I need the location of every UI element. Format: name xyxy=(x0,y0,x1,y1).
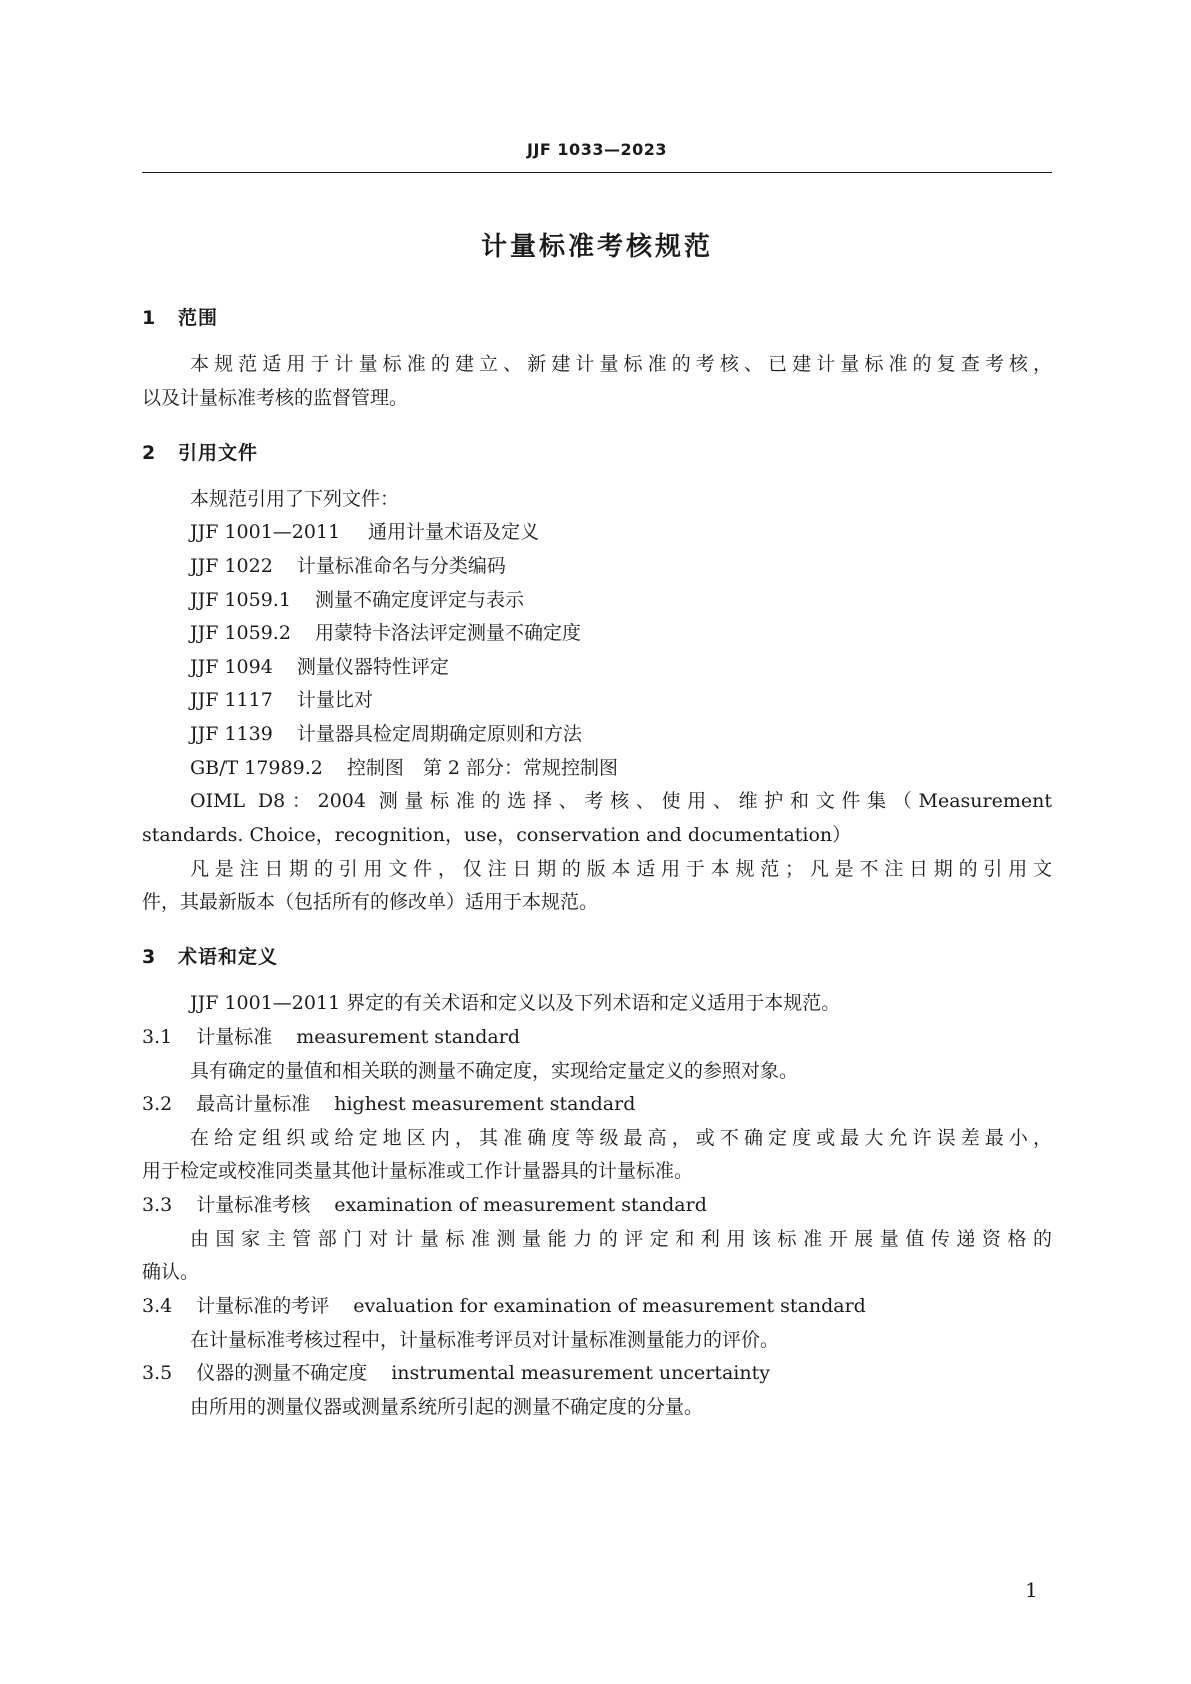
reference-item xyxy=(190,656,449,678)
section-number: 1 xyxy=(142,307,157,329)
reference-code: JJF 1094 xyxy=(190,656,273,678)
section-title: 引用文件 xyxy=(178,442,259,464)
term-definition: 用于检定或校准同类量其他计量标准或工作计量器具的计量标准。 xyxy=(142,1160,694,1182)
section-number: 2 xyxy=(142,442,157,464)
section-2-heading xyxy=(142,438,258,465)
paragraph-line: 本规范引用了下列文件： xyxy=(190,488,400,510)
paragraph-line: JJF 1001—2011 界定的有关术语和定义以及下列术语和定义适用于本规范。 xyxy=(190,992,841,1014)
term-number: 3.4 xyxy=(142,1295,173,1317)
term-heading xyxy=(142,1295,866,1317)
term-zh: 仪器的测量不确定度 xyxy=(196,1362,368,1384)
reference-item xyxy=(190,723,582,745)
paragraph-line: 本规范适用于计量标准的建立、新建计量标准的考核、已建计量标准的复查考核， xyxy=(190,353,1052,375)
paragraph-line: 以及计量标准考核的监督管理。 xyxy=(142,387,409,409)
term-number: 3.5 xyxy=(142,1362,173,1384)
term-definition: 在给定组织或给定地区内，其准确度等级最高，或不确定度或最大允许误差最小， xyxy=(190,1127,1052,1149)
term-definition: 确认。 xyxy=(142,1261,200,1283)
reference-code: JJF 1139 xyxy=(190,723,273,745)
term-definition: 在计量标准考核过程中，计量标准考评员对计量标准测量能力的评价。 xyxy=(190,1329,780,1351)
reference-title: 控制图 第 2 部分：常规控制图 xyxy=(346,757,618,779)
term-en: evaluation for examination of measurement standard xyxy=(353,1295,866,1317)
term-definition: 由国家主管部门对计量标准测量能力的评定和利用该标准开展量值传递资格的 xyxy=(190,1228,1052,1250)
reference-item xyxy=(190,589,524,611)
section-title: 范围 xyxy=(178,307,219,329)
term-heading xyxy=(142,1026,520,1048)
section-title: 术语和定义 xyxy=(178,946,279,968)
paragraph-line: 件，其最新版本（包括所有的修改单）适用于本规范。 xyxy=(142,891,599,913)
reference-item-oiml xyxy=(190,790,1052,812)
reference-code: JJF 1022 xyxy=(190,555,273,577)
reference-title: 测量仪器特性评定 xyxy=(296,656,449,678)
header-rule xyxy=(142,172,1052,173)
term-en: highest measurement standard xyxy=(334,1093,636,1115)
term-number: 3.1 xyxy=(142,1026,173,1048)
term-zh: 计量标准考核 xyxy=(196,1194,311,1216)
reference-item xyxy=(190,521,539,543)
reference-title: 计量比对 xyxy=(296,689,373,711)
reference-title: 测量标准的选择、考核、使用、维护和文件集（Measurement xyxy=(378,790,1052,812)
reference-item xyxy=(190,757,618,779)
reference-item xyxy=(190,622,581,644)
reference-title: 用蒙特卡洛法评定测量不确定度 xyxy=(314,622,581,644)
term-zh: 最高计量标准 xyxy=(196,1093,311,1115)
term-zh: 计量标准 xyxy=(196,1026,273,1048)
reference-title: 计量标准命名与分类编码 xyxy=(296,555,506,577)
reference-title: 计量器具检定周期确定原则和方法 xyxy=(296,723,582,745)
paragraph-line: 凡是注日期的引用文件，仅注日期的版本适用于本规范；凡是不注日期的引用文 xyxy=(190,858,1052,880)
reference-item-oiml-cont: standards. Choice，recognition，use，conservation and documentation） xyxy=(142,824,852,846)
term-heading xyxy=(142,1093,635,1115)
running-header: JJF 1033—2023 xyxy=(527,140,667,159)
reference-code: JJF 1117 xyxy=(190,689,273,711)
reference-code: JJF 1001—2011 xyxy=(190,521,341,543)
reference-code: JJF 1059.2 xyxy=(190,622,291,644)
reference-code: OIML D8：2004 xyxy=(190,790,366,812)
term-heading xyxy=(142,1362,770,1384)
term-zh: 计量标准的考评 xyxy=(196,1295,330,1317)
reference-code: GB/T 17989.2 xyxy=(190,757,323,779)
reference-title: 测量不确定度评定与表示 xyxy=(314,589,524,611)
reference-title: 通用计量术语及定义 xyxy=(368,521,540,543)
section-number: 3 xyxy=(142,946,157,968)
section-1-heading xyxy=(142,303,218,330)
reference-item xyxy=(190,689,373,711)
term-number: 3.2 xyxy=(142,1093,173,1115)
section-3-heading xyxy=(142,942,278,969)
page-number: 1 xyxy=(1025,1578,1038,1602)
reference-item xyxy=(190,555,506,577)
term-en: measurement standard xyxy=(296,1026,520,1048)
term-number: 3.3 xyxy=(142,1194,173,1216)
term-definition: 具有确定的量值和相关联的测量不确定度，实现给定量定义的参照对象。 xyxy=(190,1060,799,1082)
term-en: instrumental measurement uncertainty xyxy=(391,1362,770,1384)
term-definition: 由所用的测量仪器或测量系统所引起的测量不确定度的分量。 xyxy=(190,1396,704,1418)
term-en: examination of measurement standard xyxy=(334,1194,707,1216)
reference-code: JJF 1059.1 xyxy=(190,589,291,611)
document-title: 计量标准考核规范 xyxy=(480,232,713,262)
term-heading xyxy=(142,1194,707,1216)
